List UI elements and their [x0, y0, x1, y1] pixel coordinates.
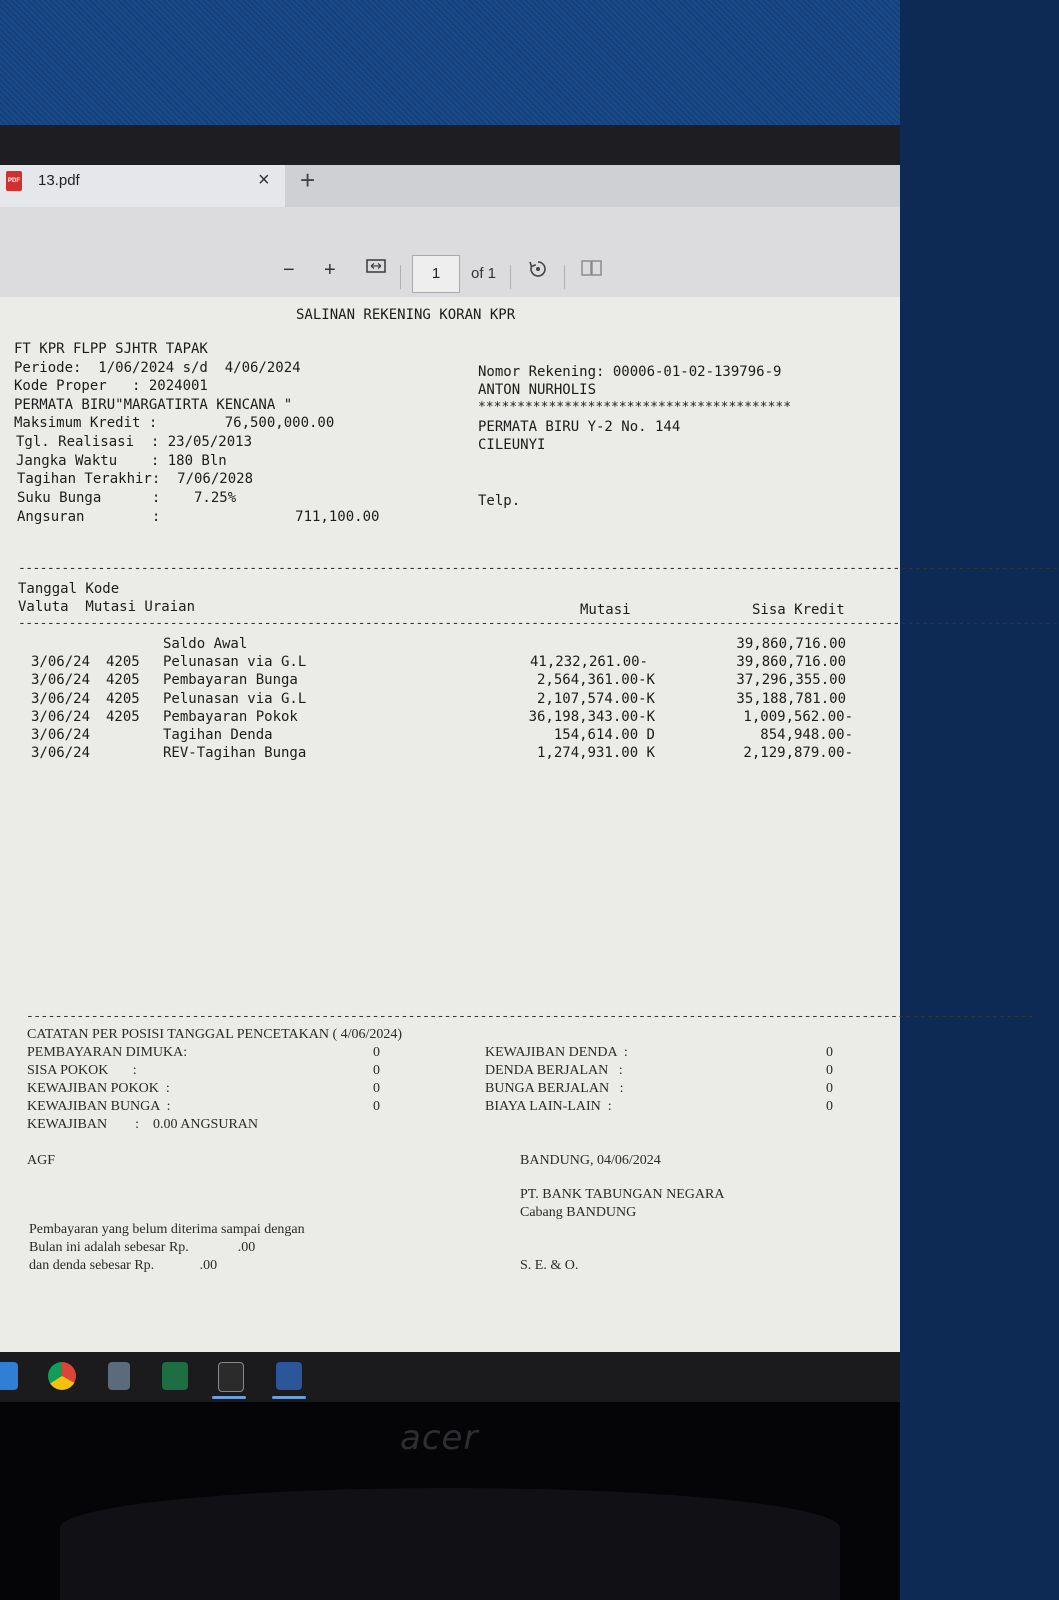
document-title: SALINAN REKENING KORAN KPR — [296, 307, 516, 323]
catatan-right-value: 0 — [826, 1063, 833, 1078]
row-uraian: Tagihan Denda — [163, 727, 273, 743]
info-left-10: Angsuran : 711,100.00 — [17, 509, 380, 525]
row-uraian: Pembayaran Bunga — [163, 672, 298, 688]
page-count-label: of 1 — [471, 265, 497, 282]
catatan-left-label: KEWAJIBAN BUNGA : — [27, 1099, 171, 1114]
row-mutasi: 1,274,931.00 K — [536, 745, 655, 761]
row-date: 3/06/24 — [31, 654, 91, 670]
row-date: 3/06/24 — [31, 672, 91, 688]
row-uraian: Saldo Awal — [163, 636, 248, 652]
catatan-left-label: SISA POKOK : — [27, 1063, 137, 1078]
info-left-6: Tgl. Realisasi : 23/05/2013 — [16, 434, 253, 450]
tab-bar — [0, 165, 900, 207]
row-uraian: Pembayaran Pokok — [163, 709, 298, 725]
catatan-left-value: 0 — [373, 1081, 380, 1096]
background-wall — [0, 0, 900, 135]
row-kode: 4205 — [106, 654, 140, 670]
row-uraian: Pelunasan via G.L — [163, 691, 307, 707]
monitor-brand-logo: acer — [400, 1418, 479, 1458]
rotate-icon — [527, 258, 549, 280]
info-right-5: CILEUNYI — [478, 437, 546, 453]
divider-line: ------------------------------------------------------------------------------------------------------------------------------------------------ — [18, 561, 1059, 576]
page-view-button[interactable] — [581, 259, 603, 283]
tab-pdf[interactable] — [0, 165, 285, 207]
info-left-4: PERMATA BIRU"MARGATIRTA KENCANA " — [14, 397, 293, 413]
catatan-left-value: 0 — [373, 1099, 380, 1114]
two-page-icon — [581, 259, 603, 277]
info-right-2: ANTON NURHOLIS — [478, 382, 597, 398]
row-sisa: 39,860,716.00 — [736, 654, 846, 670]
column-header-row2: Valuta Mutasi Uraian — [18, 599, 196, 615]
running-indicator — [272, 1396, 306, 1399]
word-icon[interactable] — [276, 1362, 302, 1390]
toolbar-separator — [510, 265, 511, 289]
row-uraian: Pelunasan via G.L — [163, 654, 307, 670]
info-left-1: FT KPR FLPP SJHTR TAPAK — [14, 341, 208, 357]
chrome-icon[interactable] — [48, 1362, 76, 1390]
row-sisa: 37,296,355.00 — [736, 672, 846, 688]
catatan-right-value: 0 — [826, 1099, 833, 1114]
taskbar-app-icon[interactable] — [0, 1362, 18, 1390]
app-window-icon[interactable] — [218, 1362, 244, 1392]
info-left-5: Maksimum Kredit : 76,500,000.00 — [14, 415, 335, 431]
divider-line: -------------------------------------------------------------------------------------------------------------------------------------------- — [26, 1009, 1035, 1024]
row-date: 3/06/24 — [31, 727, 91, 743]
row-kode: 4205 — [106, 672, 140, 688]
row-kode: 4205 — [106, 691, 140, 707]
new-tab-button[interactable]: + — [300, 165, 316, 195]
kewajiban-line: KEWAJIBAN : 0.00 ANGSURAN — [27, 1117, 259, 1132]
taskbar — [0, 1352, 900, 1402]
row-mutasi: 2,107,574.00-K — [536, 691, 655, 707]
row-mutasi: 2,564,361.00-K — [536, 672, 655, 688]
running-indicator — [212, 1396, 246, 1399]
city-date: BANDUNG, 04/06/2024 — [520, 1153, 661, 1168]
page-number-input[interactable]: 1 — [412, 255, 460, 293]
catatan-right-label: KEWAJIBAN DENDA : — [485, 1045, 628, 1060]
catatan-right-value: 0 — [826, 1045, 833, 1060]
branch-name: Cabang BANDUNG — [520, 1205, 637, 1220]
catatan-left-label: PEMBAYARAN DIMUKA: — [27, 1045, 188, 1060]
info-left-9: Suku Bunga : 7.25% — [17, 490, 237, 506]
info-left-7: Jangka Waktu : 180 Bln — [16, 453, 227, 469]
row-sisa: 35,188,781.00 — [736, 691, 846, 707]
row-mutasi: 41,232,261.00- — [529, 654, 648, 670]
row-date: 3/06/24 — [31, 709, 91, 725]
row-sisa: 39,860,716.00 — [736, 636, 846, 652]
excel-icon[interactable] — [162, 1362, 188, 1390]
row-sisa: 854,948.00- — [760, 727, 853, 743]
catatan-right-label: DENDA BERJALAN : — [485, 1063, 623, 1078]
seo-note: S. E. & O. — [520, 1258, 579, 1273]
row-kode: 4205 — [106, 709, 140, 725]
footer-line-2: Bulan ini adalah sebesar Rp. .00 — [29, 1240, 256, 1255]
catatan-right-label: BIAYA LAIN-LAIN : — [485, 1099, 612, 1114]
column-header-sisa: Sisa Kredit — [752, 602, 845, 618]
monitor-stand — [60, 1488, 840, 1600]
row-date: 3/06/24 — [31, 745, 91, 761]
info-left-8: Tagihan Terakhir: 7/06/2028 — [17, 471, 254, 487]
calculator-icon[interactable] — [108, 1362, 130, 1390]
pdf-file-icon: PDF — [6, 171, 22, 191]
catatan-right-value: 0 — [826, 1081, 833, 1096]
zoom-out-button[interactable]: − — [283, 259, 295, 281]
tab-title: 13.pdf — [38, 172, 80, 189]
info-right-8: Telp. — [478, 493, 521, 509]
zoom-in-button[interactable]: + — [324, 259, 336, 281]
catatan-left-value: 0 — [373, 1045, 380, 1060]
agf-label: AGF — [27, 1153, 56, 1168]
pdf-toolbar — [0, 207, 900, 297]
info-left-3: Kode Proper : 2024001 — [14, 378, 208, 394]
column-header-mutasi: Mutasi — [580, 602, 631, 618]
catatan-left-label: KEWAJIBAN POKOK : — [27, 1081, 170, 1096]
footer-line-3: dan denda sebesar Rp. .00 — [29, 1258, 218, 1273]
catatan-left-value: 0 — [373, 1063, 380, 1078]
row-mutasi: 154,614.00 D — [553, 727, 655, 743]
rotate-button[interactable] — [527, 258, 549, 286]
toolbar-separator — [564, 265, 565, 289]
info-left-2: Periode: 1/06/2024 s/d 4/06/2024 — [14, 360, 301, 376]
toolbar-separator — [400, 265, 401, 289]
fit-width-button[interactable] — [366, 257, 386, 281]
pdf-page — [0, 297, 1059, 1352]
row-date: 3/06/24 — [31, 691, 91, 707]
row-sisa: 2,129,879.00- — [743, 745, 853, 761]
catatan-title: CATATAN PER POSISI TANGGAL PENCETAKAN ( 4/06/2024) — [27, 1027, 403, 1042]
fit-width-icon — [366, 257, 386, 275]
info-right-3: **************************************** — [478, 400, 792, 415]
row-mutasi: 36,198,343.00-K — [528, 709, 655, 725]
footer-line-1: Pembayaran yang belum diterima sampai dengan — [29, 1222, 305, 1237]
info-right-1: Nomor Rekening: 00006-01-02-139796-9 — [478, 364, 782, 380]
row-sisa: 1,009,562.00- — [743, 709, 853, 725]
catatan-right-label: BUNGA BERJALAN : — [485, 1081, 624, 1096]
info-right-4: PERMATA BIRU Y-2 No. 144 — [478, 419, 681, 435]
column-header-row1: Tanggal Kode — [18, 581, 120, 597]
bank-name: PT. BANK TABUNGAN NEGARA — [520, 1187, 725, 1202]
divider-line: ------------------------------------------------------------------------------------------------------------------------------------------------ — [18, 616, 1059, 631]
close-icon[interactable]: × — [258, 169, 270, 191]
monitor-bezel-top — [0, 125, 900, 165]
row-uraian: REV-Tagihan Bunga — [163, 745, 307, 761]
